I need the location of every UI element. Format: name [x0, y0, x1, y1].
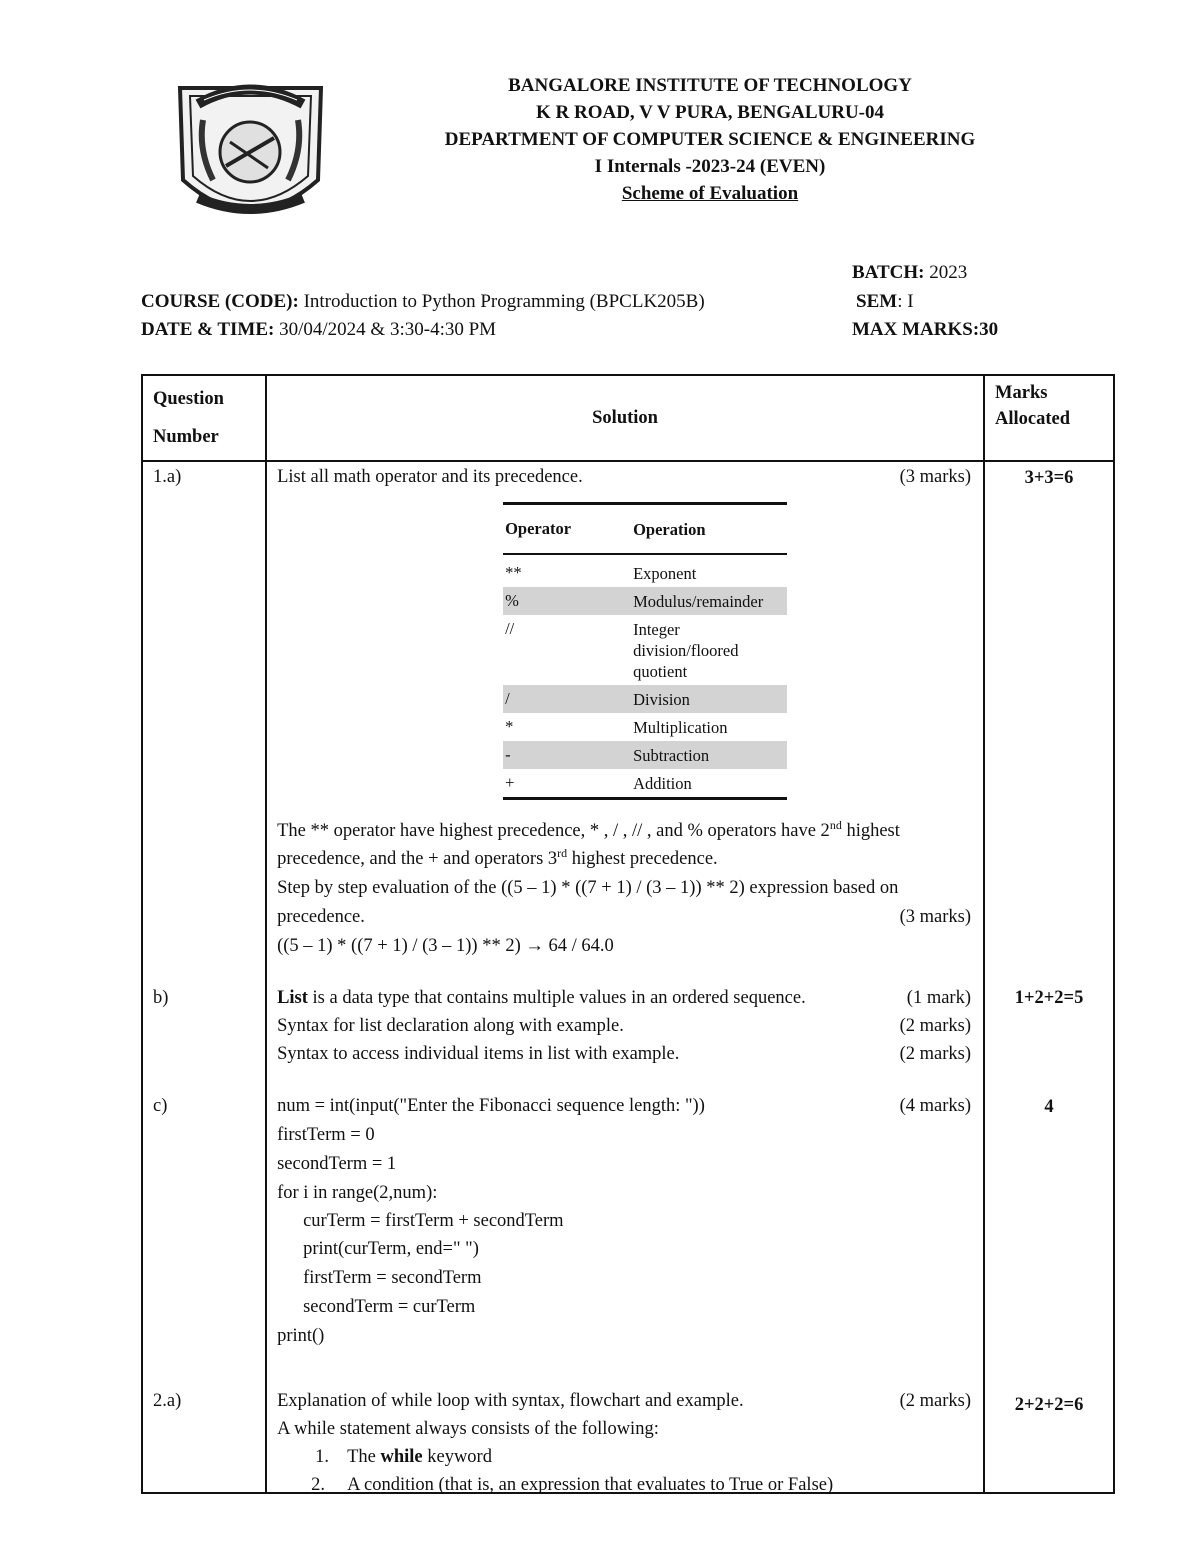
institute-address: K R ROAD, V V PURA, BENGALURU-04: [535, 102, 884, 123]
operator-symbol: **: [505, 563, 522, 582]
operator-row: [503, 769, 787, 797]
q2a-line2: A while statement always consists of the following:: [277, 1419, 659, 1439]
exam-name: I Internals -2023-24 (EVEN): [594, 156, 826, 177]
marks-value: 4: [1044, 1097, 1054, 1117]
solution-column: [266, 461, 984, 1493]
question-number: 1.a): [153, 467, 182, 487]
question-number: 2.a): [153, 1391, 182, 1411]
code-line: print(): [277, 1326, 325, 1346]
code-line: for i in range(2,num):: [277, 1183, 438, 1203]
operator-name: Modulus/remainder: [633, 591, 764, 611]
precedence-text-line2: precedence, and the + and operators 3rd highest precedence.: [277, 845, 718, 869]
marks-value: 1+2+2=5: [1014, 988, 1084, 1008]
operator-name: Subtraction: [633, 745, 710, 765]
question-number: b): [153, 988, 169, 1008]
operator-name: Addition: [633, 773, 692, 793]
operator-row: [503, 741, 787, 769]
precedence-text-line1: The ** operator have highest precedence, * , / , // , and % operators have 2nd highest: [277, 817, 900, 841]
code-line: firstTerm = secondTerm: [303, 1268, 482, 1288]
operator-symbol: %: [505, 591, 519, 610]
list-item-number: 1.: [315, 1447, 329, 1467]
code-line: curTerm = firstTerm + secondTerm: [303, 1211, 564, 1231]
evaluation-text-line2: precedence.: [277, 907, 365, 927]
batch-info: [852, 259, 967, 287]
sem-label: SEM: [856, 291, 898, 312]
sem-info: [856, 288, 914, 316]
batch-value: 2023: [929, 262, 968, 283]
q1a-prompt: List all math operator and its precedence.: [277, 467, 583, 487]
operator-symbol: +: [505, 773, 515, 792]
q1b-line1-marks: (1 mark): [906, 988, 972, 1008]
date-value: 30/04/2024 & 3:30-4:30 PM: [279, 319, 497, 340]
evaluation-marks: (3 marks): [899, 907, 972, 927]
header-marks-line1: Marks: [995, 383, 1048, 403]
header-marks-allocated: [984, 375, 1114, 461]
operator-row: [503, 615, 787, 685]
list-item: A condition (that is, an expression that evaluates to True or False): [347, 1475, 834, 1495]
list-item: The while keyword: [347, 1447, 492, 1467]
q2a-line1: Explanation of while loop with syntax, flowchart and example.: [277, 1391, 744, 1411]
batch-label: BATCH:: [852, 262, 925, 283]
code-line: num = int(input("Enter the Fibonacci sequence length: ")): [277, 1096, 705, 1116]
marks-value: 3+3=6: [1024, 468, 1074, 488]
marks-value: 2+2+2=6: [1014, 1395, 1084, 1415]
q2a-line1-marks: (2 marks): [899, 1391, 972, 1411]
department-name: DEPARTMENT OF COMPUTER SCIENCE & ENGINEERING: [444, 129, 976, 150]
q1b-line1: List is a data type that contains multiple values in an ordered sequence.: [277, 988, 806, 1008]
code-line: secondTerm = curTerm: [303, 1297, 476, 1317]
code-line: firstTerm = 0: [277, 1125, 375, 1145]
operator-name: Integer division/floored quotient: [633, 620, 739, 681]
sem-value: : I: [897, 291, 914, 312]
code-line: secondTerm = 1: [277, 1154, 397, 1174]
code-line: print(curTerm, end=" "): [303, 1239, 479, 1259]
operator-name: Exponent: [633, 563, 697, 583]
table-body-row: [142, 461, 1114, 1493]
operator-name: Multiplication: [633, 717, 728, 737]
q1b-line2: Syntax for list declaration along with example.: [277, 1016, 624, 1036]
question-number: c): [153, 1096, 168, 1116]
operator-row: [503, 559, 787, 587]
q1c-marks: (4 marks): [899, 1096, 972, 1116]
scheme-title: Scheme of Evaluation: [621, 183, 799, 204]
list-item-number: 2.: [311, 1475, 325, 1495]
institute-name: BANGALORE INSTITUTE OF TECHNOLOGY: [508, 75, 912, 96]
q1b-line3: Syntax to access individual items in list with example.: [277, 1044, 680, 1064]
header-solution: Solution: [266, 375, 984, 461]
document-header: [360, 72, 1060, 207]
evaluation-table: [141, 374, 1115, 1494]
operator-precedence-table: [503, 502, 787, 800]
q1a-prompt-marks: (3 marks): [899, 467, 972, 487]
course-info: [141, 288, 705, 316]
header-question-line2: Number: [153, 427, 219, 447]
q1b-line2-marks: (2 marks): [899, 1016, 972, 1036]
date-label: DATE & TIME:: [141, 319, 275, 340]
date-info: [141, 316, 496, 344]
evaluation-result: ((5 – 1) * ((7 + 1) / (3 – 1)) ** 2) → 64 / 64.0: [277, 936, 614, 956]
marks-column: [984, 461, 1114, 1493]
max-marks: MAX MARKS:30: [852, 319, 999, 340]
table-header-row: [142, 375, 1114, 461]
operator-row: [503, 713, 787, 741]
operator-symbol: -: [505, 745, 511, 764]
operator-row: [503, 685, 787, 713]
operator-name: Division: [633, 689, 690, 709]
operator-symbol: *: [505, 717, 514, 736]
evaluation-text-line1: Step by step evaluation of the ((5 – 1) * ((7 + 1) / (3 – 1)) ** 2) expression based on: [277, 878, 899, 898]
question-number-column: [142, 461, 266, 1493]
course-value: Introduction to Python Programming (BPCLK205B): [303, 291, 705, 312]
operator-symbol: //: [505, 619, 515, 638]
operator-column-header: Operator: [505, 519, 572, 538]
institute-logo: [168, 70, 333, 230]
header-question-line1: Question: [153, 389, 224, 409]
header-marks-line2: Allocated: [995, 409, 1071, 429]
course-label: COURSE (CODE):: [141, 291, 299, 312]
operator-symbol: /: [505, 689, 510, 708]
operation-column-header: Operation: [633, 519, 706, 539]
operator-row: [503, 587, 787, 615]
q1b-line3-marks: (2 marks): [899, 1044, 972, 1064]
header-question-number: [142, 375, 266, 461]
